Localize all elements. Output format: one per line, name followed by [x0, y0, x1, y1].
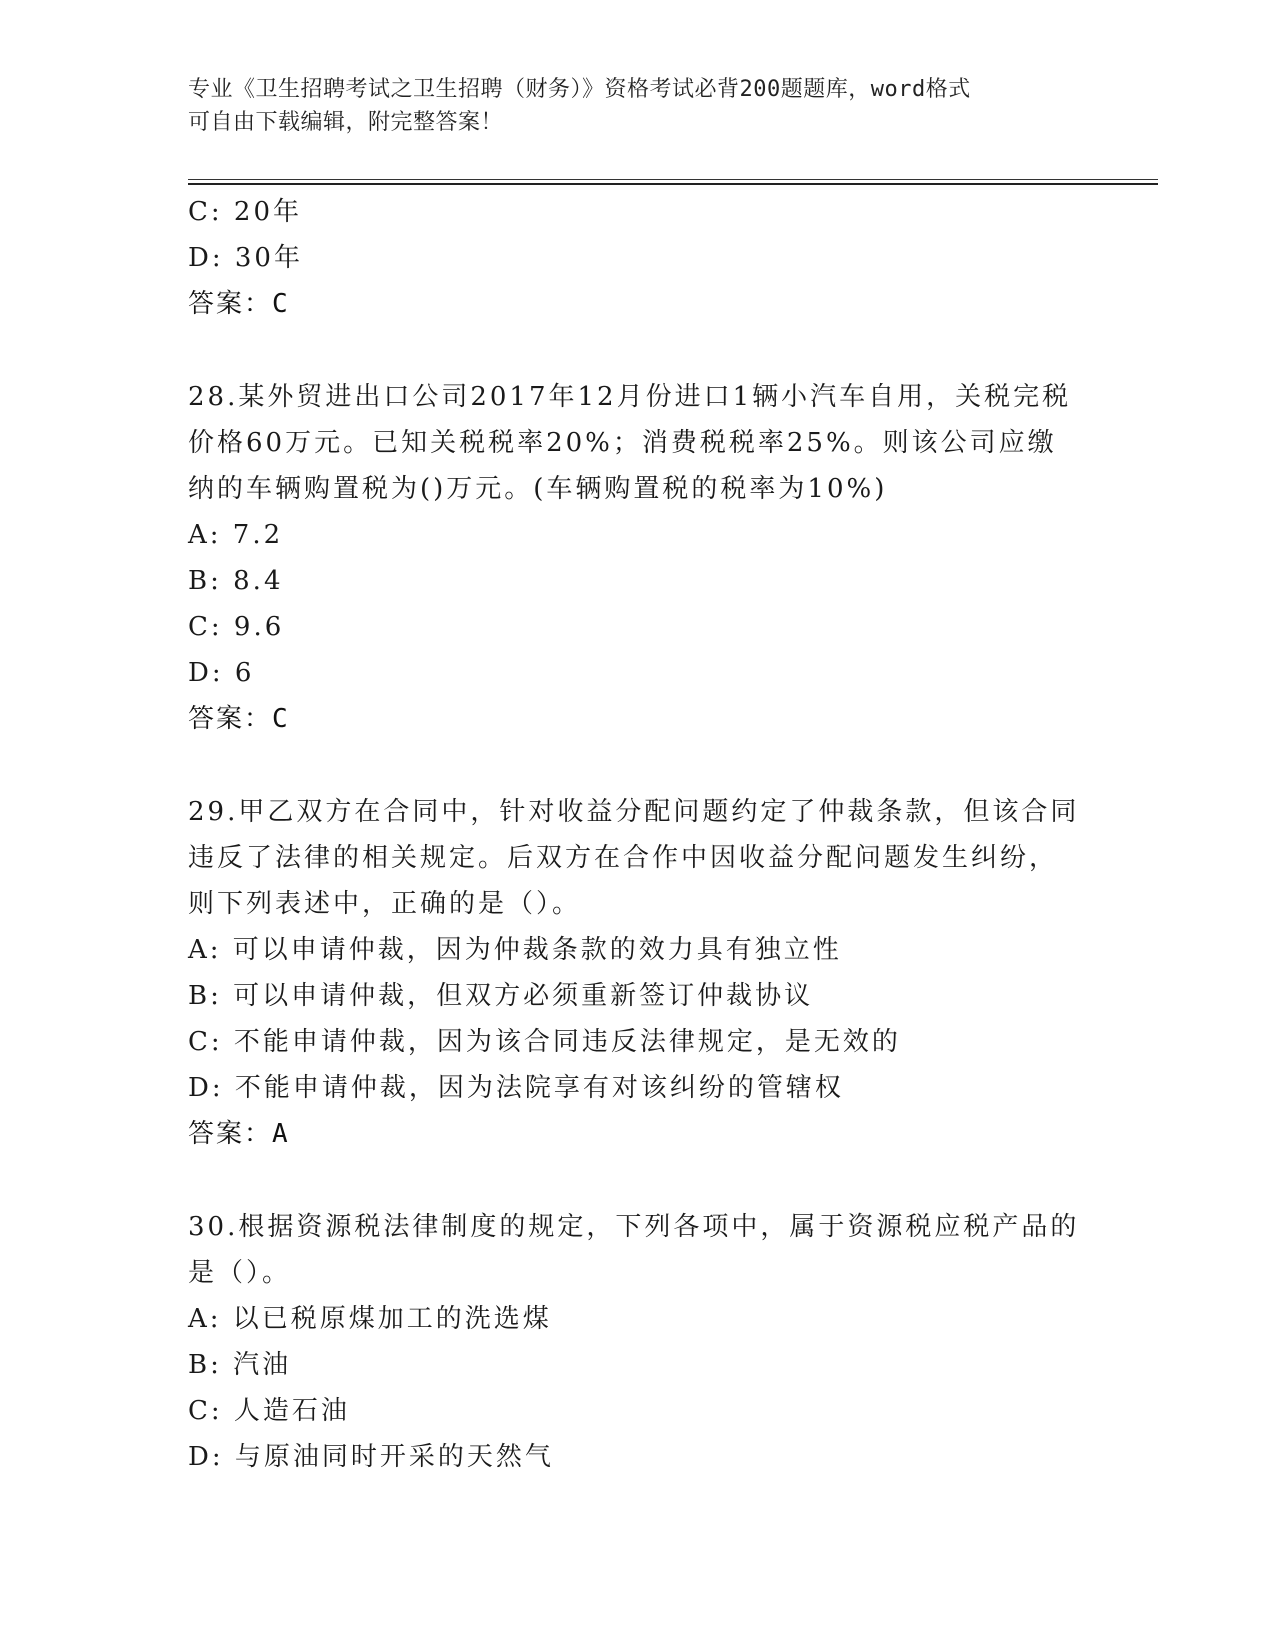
option-b: B: 可以申请仲裁，但双方必须重新签订仲裁协议: [188, 981, 814, 1011]
question-stem-line: 29.甲乙双方在合同中，针对收益分配问题约定了仲裁条款，但该合同: [188, 797, 1080, 827]
question-27-tail: [188, 189, 1088, 327]
question-28: [188, 374, 1088, 742]
header-line-1: 专业《卫生招聘考试之卫生招聘（财务）》资格考试必背200题题库，word格式: [188, 77, 971, 102]
option-c: C: 不能申请仲裁，因为该合同违反法律规定，是无效的: [188, 1027, 901, 1057]
document-header: [188, 73, 1088, 139]
question-stem-line: 价格60万元。已知关税税率20%；消费税税率25%。则该公司应缴: [188, 428, 1057, 458]
option-d: D: 与原油同时开采的天然气: [188, 1442, 554, 1472]
question-stem-line: 28.某外贸进出口公司2017年12月份进口1辆小汽车自用，关税完税: [188, 382, 1072, 412]
option-c: C: 9.6: [188, 612, 285, 642]
option-a: A: 以已税原煤加工的洗选煤: [188, 1304, 552, 1334]
option-c: C: 人造石油: [188, 1396, 350, 1426]
question-stem-line: 30.根据资源税法律制度的规定，下列各项中，属于资源税应税产品的: [188, 1212, 1080, 1242]
question-stem-line: 是（）。: [188, 1258, 292, 1288]
option-d: D: 不能申请仲裁，因为法院享有对该纠纷的管辖权: [188, 1073, 844, 1103]
option-d: D: 30年: [188, 243, 303, 273]
header-rule-thick: [188, 183, 1158, 185]
option-a: A: 可以申请仲裁，因为仲裁条款的效力具有独立性: [188, 935, 842, 965]
answer: 答案：A: [188, 1119, 290, 1149]
option-b: B: 8.4: [188, 566, 284, 596]
question-29: [188, 789, 1088, 1157]
option-c: C: 20年: [188, 197, 303, 227]
question-stem-line: 则下列表述中，正确的是（）。: [188, 889, 582, 919]
header-rule-thin: [188, 179, 1158, 180]
option-a: A: 7.2: [188, 520, 284, 550]
question-stem-line: 纳的车辆购置税为()万元。(车辆购置税的税率为10%): [188, 474, 888, 504]
option-b: B: 汽油: [188, 1350, 292, 1380]
answer: 答案：C: [188, 704, 290, 734]
question-stem-line: 违反了法律的相关规定。后双方在合作中因收益分配问题发生纠纷，: [188, 843, 1059, 873]
answer: 答案：C: [188, 289, 290, 319]
question-list: [188, 189, 1088, 1480]
question-30: [188, 1204, 1088, 1480]
option-d: D: 6: [188, 658, 255, 688]
header-line-2: 可自由下载编辑，附完整答案！: [188, 110, 504, 135]
